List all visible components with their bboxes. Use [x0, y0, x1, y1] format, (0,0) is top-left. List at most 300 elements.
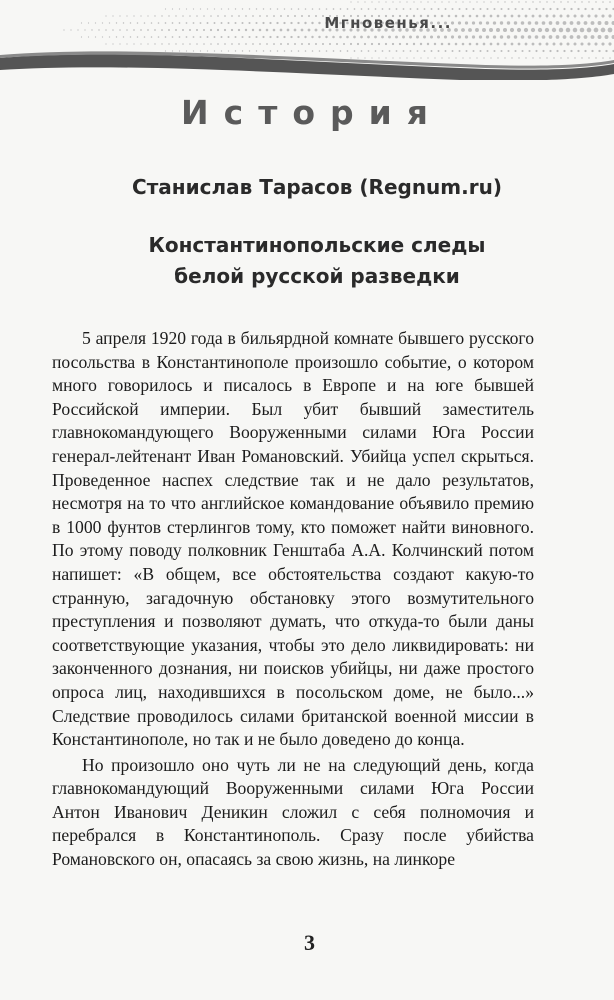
halftone-dot: [532, 43, 535, 46]
halftone-dot: [350, 43, 352, 45]
halftone-dot: [577, 21, 581, 25]
halftone-dot: [263, 50, 264, 51]
halftone-dot: [283, 22, 285, 24]
halftone-dot: [273, 29, 276, 32]
halftone-dot: [410, 50, 412, 52]
halftone-dot: [559, 28, 563, 32]
halftone-dot: [587, 14, 590, 17]
halftone-dot: [479, 21, 482, 24]
halftone-dot: [605, 50, 607, 52]
halftone-dot: [294, 15, 296, 17]
halftone-dot: [318, 36, 320, 38]
halftone-dot: [430, 35, 433, 38]
halftone-dot: [574, 1, 575, 2]
halftone-dot: [503, 28, 507, 32]
halftone-dot: [609, 1, 611, 3]
halftone-dot: [147, 29, 149, 31]
halftone-dot: [518, 43, 521, 46]
halftone-dot: [126, 43, 127, 44]
halftone-dot: [476, 43, 479, 46]
halftone-dot: [468, 28, 472, 32]
halftone-dot: [563, 21, 567, 25]
halftone-dot: [475, 28, 479, 32]
halftone-dot: [556, 35, 560, 39]
halftone-dot: [483, 1, 484, 2]
halftone-dot: [245, 29, 247, 31]
halftone-dot: [445, 8, 447, 10]
halftone-dot: [525, 57, 526, 58]
halftone-dot: [476, 57, 477, 58]
halftone-dot: [168, 15, 169, 16]
halftone-dot: [147, 15, 148, 16]
halftone-dot: [514, 35, 517, 38]
article-title: [0, 230, 614, 292]
halftone-dot: [308, 29, 311, 32]
halftone-dot: [270, 50, 271, 51]
halftone-dot: [434, 43, 436, 45]
halftone-dot: [514, 21, 517, 24]
halftone-dot: [584, 50, 586, 52]
halftone-dot: [525, 43, 528, 46]
halftone-dot: [385, 1, 386, 2]
halftone-dot: [580, 28, 585, 33]
halftone-dot: [427, 43, 429, 45]
halftone-dot: [431, 8, 433, 10]
halftone-dot: [525, 15, 528, 18]
halftone-dot: [514, 50, 516, 52]
halftone-dot: [95, 22, 96, 23]
halftone-dot: [480, 50, 482, 52]
halftone-dot: [291, 8, 293, 10]
halftone-dot: [452, 50, 454, 52]
halftone-dot: [434, 57, 435, 58]
halftone-dot: [497, 1, 498, 2]
halftone-dot: [371, 43, 373, 45]
halftone-dot: [241, 36, 243, 38]
halftone-dot: [483, 43, 486, 46]
halftone-dot: [598, 21, 602, 25]
halftone-dot: [221, 36, 223, 38]
halftone-dot: [77, 29, 78, 30]
halftone-dot: [587, 42, 590, 45]
halftone-dot: [378, 57, 379, 58]
halftone-dot: [270, 8, 271, 9]
halftone-dot: [207, 8, 208, 9]
halftone-dot: [353, 36, 356, 39]
halftone-dot: [255, 36, 257, 38]
halftone-dot: [577, 50, 579, 52]
halftone-dot: [507, 50, 509, 52]
halftone-dot: [392, 57, 393, 58]
halftone-dot: [165, 8, 166, 9]
halftone-dot: [438, 50, 440, 52]
halftone-dot: [538, 28, 542, 32]
halftone-dot: [469, 1, 470, 2]
halftone-dot: [462, 1, 463, 2]
halftone-dot: [283, 36, 285, 38]
section-title: История: [181, 93, 443, 132]
halftone-dot: [567, 15, 570, 18]
halftone-dot: [182, 29, 184, 31]
halftone-dot: [298, 8, 300, 10]
halftone-dot: [175, 43, 176, 44]
halftone-dot: [200, 50, 201, 51]
halftone-dot: [511, 15, 514, 18]
halftone-dot: [459, 8, 461, 10]
halftone-dot: [179, 50, 180, 51]
halftone-dot: [510, 28, 514, 32]
halftone-dot: [193, 8, 194, 9]
halftone-dot: [448, 1, 449, 2]
halftone-dot: [469, 43, 472, 46]
halftone-dot: [305, 50, 307, 52]
article-author: Станислав Тарасов (Regnum.ru): [132, 175, 502, 199]
halftone-dot: [315, 43, 317, 45]
halftone-dot: [577, 8, 579, 10]
halftone-dot: [234, 36, 236, 38]
halftone-dot: [102, 36, 103, 37]
halftone-dot: [242, 50, 243, 51]
halftone-dot: [556, 50, 558, 52]
halftone-dot: [203, 43, 205, 45]
halftone-dot: [493, 21, 496, 24]
halftone-dot: [182, 15, 184, 17]
halftone-dot: [567, 57, 568, 58]
halftone-dot: [466, 8, 468, 10]
halftone-dot: [535, 50, 537, 52]
halftone-dot: [224, 29, 226, 31]
halftone-dot: [556, 21, 560, 25]
halftone-dot: [172, 8, 173, 9]
halftone-dot: [207, 36, 209, 38]
halftone-dot: [238, 15, 240, 17]
halftone-dot: [368, 8, 370, 10]
halftone-dot: [591, 21, 595, 25]
halftone-dot: [207, 22, 209, 24]
halftone-dot: [158, 36, 160, 38]
halftone-dot: [458, 21, 461, 24]
halftone-dot: [105, 29, 107, 31]
body-paragraph-1: 5 апреля 1920 года в бильярдной комнате бывшего русского посольства в Константинополе произошло событие, о котором много говорилось и писалось в Европе и на юге бывшей Российской империи. Был убит бывший заместитель главнокомандующего Вооруженными силами Юга России генерал-лейтенант Иван Романовский. Убийца успел скрыться. Проведенное наспех следствие так и не дало результатов, несмотря на то что английское командование объявило премию в 1000 фунтов стерлингов тому, кто поможет найти виновного. По этому поводу полковник Генштаба А.А. Колчинский потом напишет: «В общем, все обстоятельства создают какую-то странную, загадочную обстановку этого возмутительного преступления и позволяют думать, что откуда-то были даны соответствующие указания, чтобы это дело ликвидировать: ни законченного дознания, ни поисков убийцы, ни даже простого опроса лиц, находившихся в посольском доме, не было...» Следствие проводилось силами британской военной миссии в Константинополе, но так и не было доведено до конца.: [52, 328, 534, 750]
halftone-dot: [524, 28, 528, 32]
halftone-dot: [392, 43, 394, 45]
halftone-dot: [497, 43, 500, 46]
halftone-dot: [154, 29, 156, 31]
halftone-dot: [479, 35, 482, 38]
halftone-dot: [262, 22, 264, 24]
halftone-dot: [567, 43, 570, 46]
halftone-dot: [193, 22, 195, 24]
halftone-dot: [109, 22, 110, 23]
halftone-dot: [63, 29, 64, 30]
halftone-dot: [490, 1, 491, 2]
halftone-dot: [542, 35, 546, 39]
halftone-dot: [469, 15, 472, 18]
halftone-dot: [116, 36, 117, 37]
halftone-dot: [266, 29, 269, 32]
halftone-dot: [594, 14, 597, 17]
halftone-dot: [574, 57, 575, 58]
halftone-dot: [598, 35, 602, 39]
halftone-dot: [360, 36, 363, 39]
halftone-dot: [500, 35, 503, 38]
halftone-dot: [137, 22, 139, 24]
halftone-dot: [294, 43, 296, 45]
halftone-dot: [347, 50, 349, 52]
halftone-dot: [364, 1, 365, 2]
halftone-dot: [319, 50, 321, 52]
halftone-dot: [399, 43, 401, 45]
halftone-dot: [581, 1, 582, 2]
halftone-dot: [392, 1, 393, 2]
halftone-dot: [193, 36, 195, 38]
halftone-dot: [291, 50, 293, 52]
halftone-dot: [248, 22, 250, 24]
halftone-dot: [483, 57, 484, 58]
halftone-dot: [504, 43, 507, 46]
halftone-dot: [112, 29, 114, 31]
halftone-dot: [601, 28, 606, 33]
halftone-dot: [147, 43, 148, 44]
halftone-dot: [413, 43, 415, 45]
halftone-dot: [231, 15, 233, 17]
halftone-dot: [566, 28, 571, 33]
halftone-dot: [444, 35, 447, 38]
halftone-dot: [256, 50, 257, 51]
halftone-dot: [570, 50, 572, 52]
halftone-dot: [458, 35, 461, 38]
halftone-dot: [605, 35, 609, 39]
halftone-dot: [542, 8, 544, 10]
halftone-dot: [277, 50, 279, 52]
halftone-dot: [490, 15, 493, 18]
halftone-dot: [255, 22, 257, 24]
halftone-dot: [70, 29, 71, 30]
halftone-dot: [399, 57, 400, 58]
halftone-dot: [528, 50, 530, 52]
halftone-dot: [326, 50, 328, 52]
halftone-dot: [368, 50, 370, 52]
halftone-dot: [560, 57, 561, 58]
halftone-dot: [186, 8, 187, 9]
halftone-dot: [546, 57, 547, 58]
halftone-dot: [521, 50, 523, 52]
halftone-dot: [500, 50, 502, 52]
halftone-dot: [214, 8, 215, 9]
halftone-dot: [333, 8, 335, 10]
halftone-dot: [126, 15, 127, 16]
halftone-dot: [570, 8, 572, 10]
halftone-dot: [472, 21, 475, 24]
halftone-dot: [112, 43, 113, 44]
halftone-dot: [466, 50, 468, 52]
halftone-dot: [434, 1, 435, 2]
halftone-dot: [490, 43, 493, 46]
halftone-dot: [367, 36, 370, 39]
halftone-dot: [298, 50, 300, 52]
halftone-dot: [88, 22, 89, 23]
page-number: 3: [304, 930, 315, 955]
halftone-dot: [594, 28, 599, 33]
halftone-dot: [259, 29, 262, 32]
halftone-dot: [242, 8, 243, 9]
halftone-dot: [480, 8, 482, 10]
halftone-dot: [594, 42, 597, 45]
halftone-dot: [322, 43, 324, 45]
halftone-dot: [133, 29, 135, 31]
halftone-dot: [375, 8, 377, 10]
halftone-dot: [553, 15, 556, 18]
halftone-dot: [332, 36, 335, 39]
halftone-dot: [186, 22, 188, 24]
halftone-dot: [266, 15, 268, 17]
halftone-dot: [525, 1, 526, 2]
halftone-dot: [455, 57, 456, 58]
halftone-dot: [193, 50, 194, 51]
halftone-dot: [109, 36, 110, 37]
halftone-dot: [465, 35, 468, 38]
halftone-dot: [304, 36, 306, 38]
halftone-dot: [277, 8, 279, 10]
halftone-dot: [385, 43, 387, 45]
halftone-dot: [364, 43, 366, 45]
halftone-dot: [535, 21, 539, 25]
halftone-dot: [287, 15, 289, 17]
halftone-dot: [396, 8, 398, 10]
halftone-dot: [228, 22, 230, 24]
halftone-dot: [608, 28, 613, 33]
halftone-dot: [493, 50, 495, 52]
halftone-dot: [560, 1, 561, 2]
halftone-dot: [406, 1, 407, 2]
halftone-dot: [276, 36, 278, 38]
halftone-dot: [200, 8, 201, 9]
halftone-dot: [301, 43, 303, 45]
halftone-dot: [273, 15, 275, 17]
halftone-dot: [500, 8, 502, 10]
halftone-dot: [140, 29, 142, 31]
halftone-dot: [326, 8, 328, 10]
halftone-dot: [269, 22, 271, 24]
halftone-dot: [105, 15, 106, 16]
halftone-dot: [269, 36, 271, 38]
halftone-dot: [441, 1, 442, 2]
halftone-dot: [186, 36, 188, 38]
halftone-dot: [381, 36, 384, 39]
halftone-dot: [497, 57, 498, 58]
halftone-dot: [165, 36, 167, 38]
running-head: Мгновенья...: [324, 14, 452, 32]
halftone-dot: [521, 21, 525, 25]
halftone-dot: [91, 29, 92, 30]
halftone-dot: [245, 43, 247, 45]
halftone-dot: [486, 21, 489, 24]
halftone-dot: [507, 35, 510, 38]
halftone-dot: [552, 28, 556, 32]
halftone-dot: [584, 35, 588, 39]
halftone-dot: [482, 28, 486, 32]
halftone-dot: [248, 36, 250, 38]
halftone-dot: [521, 35, 525, 39]
halftone-dot: [580, 42, 583, 45]
halftone-dot: [546, 43, 549, 46]
halftone-dot: [207, 50, 208, 51]
halftone-dot: [280, 29, 283, 32]
halftone-dot: [602, 1, 604, 3]
halftone-dot: [532, 1, 533, 2]
article-body: [52, 327, 534, 872]
halftone-dot: [308, 43, 310, 45]
halftone-dot: [105, 43, 106, 44]
halftone-dot: [224, 43, 226, 45]
halftone-dot: [217, 29, 219, 31]
halftone-dot: [601, 42, 604, 45]
halftone-dot: [424, 8, 426, 10]
halftone-dot: [154, 15, 155, 16]
halftone-dot: [140, 15, 141, 16]
halftone-dot: [221, 8, 222, 9]
halftone-dot: [252, 15, 254, 17]
halftone-dot: [420, 57, 421, 58]
halftone-dot: [231, 43, 233, 45]
halftone-dot: [165, 50, 166, 51]
halftone-dot: [507, 8, 509, 10]
halftone-dot: [280, 43, 282, 45]
halftone-dot: [448, 57, 449, 58]
halftone-dot: [189, 43, 191, 45]
halftone-dot: [294, 29, 297, 32]
halftone-dot: [235, 8, 236, 9]
halftone-dot: [259, 15, 261, 17]
halftone-dot: [238, 43, 240, 45]
halftone-dot: [95, 36, 96, 37]
halftone-dot: [210, 29, 212, 31]
halftone-dot: [382, 8, 384, 10]
halftone-dot: [311, 22, 313, 24]
halftone-dot: [560, 15, 563, 18]
halftone-dot: [217, 43, 219, 45]
halftone-dot: [574, 43, 577, 46]
article-title-line-1: Константинопольские следы: [148, 233, 486, 257]
halftone-dot: [528, 35, 532, 39]
halftone-dot: [532, 15, 535, 18]
halftone-dot: [235, 50, 236, 51]
halftone-dot: [567, 1, 568, 2]
halftone-dot: [203, 15, 205, 17]
halftone-dot: [427, 57, 428, 58]
halftone-dot: [389, 8, 391, 10]
halftone-dot: [224, 15, 226, 17]
halftone-dot: [203, 29, 205, 31]
halftone-dot: [140, 43, 141, 44]
halftone-dot: [580, 14, 583, 17]
halftone-dot: [231, 29, 233, 31]
halftone-dot: [273, 43, 275, 45]
halftone-dot: [196, 43, 198, 45]
halftone-dot: [119, 43, 120, 44]
halftone-dot: [465, 21, 468, 24]
halftone-dot: [455, 1, 456, 2]
halftone-dot: [346, 36, 349, 39]
halftone-dot: [454, 28, 458, 32]
halftone-dot: [461, 28, 465, 32]
halftone-dot: [490, 57, 491, 58]
article-title-line-2: белой русской разведки: [174, 264, 460, 288]
halftone-dot: [252, 29, 254, 31]
halftone-dot: [196, 15, 198, 17]
halftone-dot: [556, 8, 558, 10]
halftone-dot: [339, 36, 342, 39]
